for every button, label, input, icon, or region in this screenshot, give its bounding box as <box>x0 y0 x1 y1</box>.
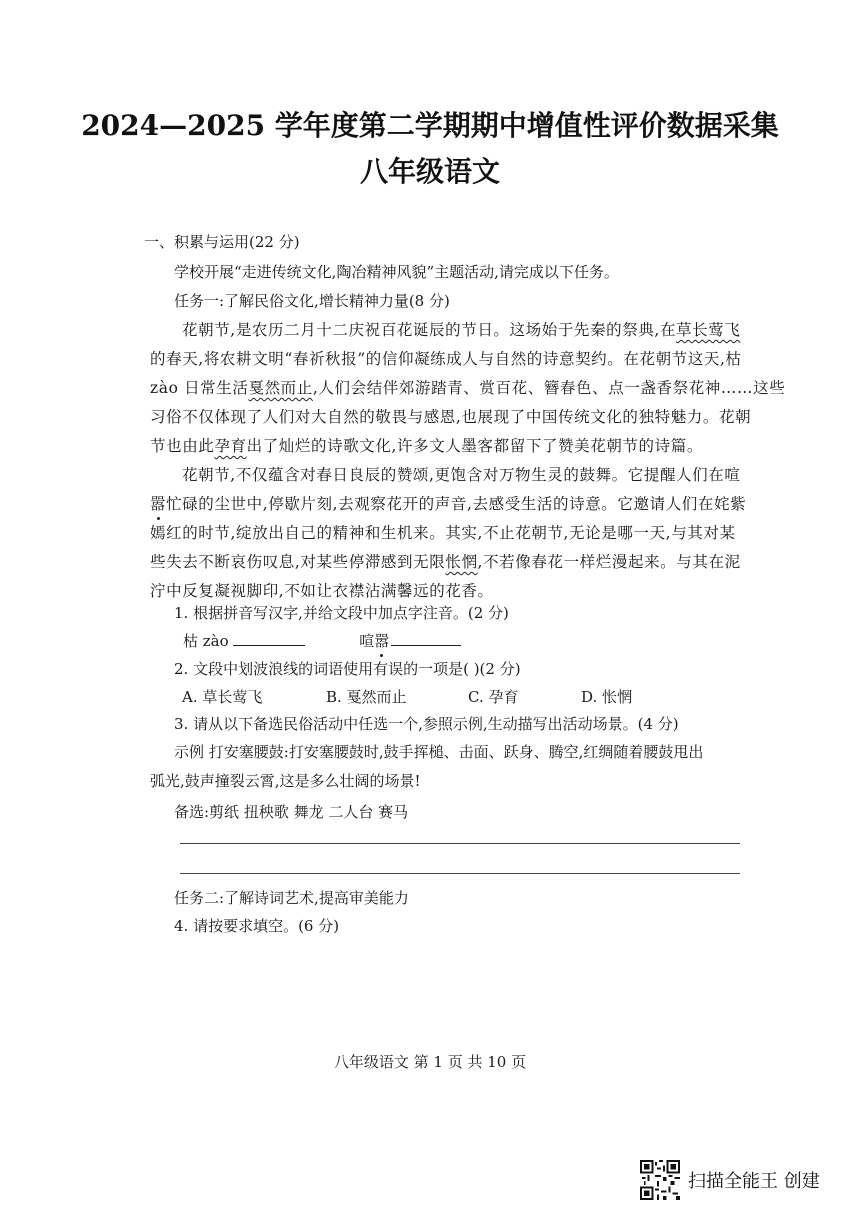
wavy-word-c: 孕育 <box>214 437 247 455</box>
q1-blank-row <box>183 631 461 651</box>
q1-blank2-dot-char: 嚣 <box>374 632 390 650</box>
q3-example-line1: 示例 打安塞腰鼓:打安塞腰鼓时,鼓手挥槌、击面、跃身、腾空,红绸随着腰鼓甩出 <box>174 743 704 761</box>
passage1-line2: 的春天,将农耕文明“春祈秋报”的信仰凝练成人与自然的诗意契约。在花朝节这天,枯 <box>150 350 742 368</box>
q3-example-line2: 弧光,鼓声撞裂云霄,这是多么壮阔的场景! <box>150 772 421 790</box>
passage1-line3: zào 日常生活戛然而止,人们会结伴郊游踏青、赏百花、簪春色、点一盏香祭花神……这些 <box>150 379 786 397</box>
passage2-line3: 嫣红的时节,绽放出自己的精神和生机来。其实,不止花朝节,无论是哪一天,与其对某 <box>150 524 736 542</box>
section-heading: 一、积累与运用(22 分) <box>144 233 300 251</box>
answer-line-1[interactable] <box>180 843 740 844</box>
passage2-line5: 泞中反复凝视脚印,不如让衣襟沾满馨远的花香。 <box>150 582 494 600</box>
q3-options: 备选:剪纸 扭秧歌 舞龙 二人台 赛马 <box>174 803 409 821</box>
question-4: 4. 请按要求填空。(6 分) <box>174 917 340 935</box>
passage2-line1: 花朝节,不仅蕴含对春日良辰的赞颂,更饱含对万物生灵的鼓舞。它提醒人们在喧 <box>182 466 741 484</box>
answer-line-2[interactable] <box>180 873 740 874</box>
wavy-word-d: 怅惘 <box>445 553 478 571</box>
exam-title: 2024—2025 学年度第二学期期中增值性评价数据采集 <box>81 109 779 142</box>
q1-blank2-line[interactable] <box>391 645 461 646</box>
question-3: 3. 请从以下备选民俗活动中任选一个,参照示例,生动描写出活动场景。(4 分) <box>174 715 679 733</box>
passage1-line4: 习俗不仅体现了人们对大自然的敬畏与感恩,也展现了中国传统文化的独特魅力。花朝 <box>150 408 752 426</box>
q2-option-b: B. 戛然而止 <box>326 688 407 706</box>
question-1: 1. 根据拼音写汉字,并给文段中加点字注音。(2 分) <box>174 604 509 622</box>
dotted-char: 嚣 <box>150 495 167 513</box>
exam-subject: 八年级语文 <box>359 155 500 188</box>
watermark-text: 扫描全能王 创建 <box>688 1171 820 1192</box>
wavy-word-a: 草长莺飞 <box>676 321 741 339</box>
task2-heading: 任务二:了解诗词艺术,提高审美能力 <box>174 889 409 907</box>
scanner-watermark <box>640 1160 840 1200</box>
question-2: 2. 文段中划波浪线的词语使用有误的一项是( )(2 分) <box>174 660 521 678</box>
passage1-line5: 节也由此孕育出了灿烂的诗歌文化,许多文人墨客都留下了赞美花朝节的诗篇。 <box>150 437 703 455</box>
q2-option-a: A. 草长莺飞 <box>182 688 263 706</box>
q1-blank1-line[interactable] <box>233 645 305 646</box>
q2-option-d: D. 怅惘 <box>581 688 633 706</box>
qr-code-icon <box>640 1160 680 1200</box>
task1-heading: 任务一:了解民俗文化,增长精神力量(8 分) <box>174 292 450 310</box>
q1-blank1-label: 枯 zào <box>183 632 229 650</box>
activity-intro: 学校开展“走进传统文化,陶冶精神风貌”主题活动,请完成以下任务。 <box>174 263 619 281</box>
q2-option-c: C. 孕育 <box>468 688 519 706</box>
wavy-word-b: 戛然而止 <box>248 379 313 397</box>
passage1-line1: 花朝节,是农历二月十二庆祝百花诞辰的节日。这场始于先秦的祭典,在草长莺飞 <box>182 321 741 339</box>
passage2-line2: 嚣忙碌的尘世中,停歇片刻,去观察花开的声音,去感受生活的诗意。它邀请人们在姹紫 <box>150 495 747 513</box>
passage2-line4: 些失去不断哀伤叹息,对某些停滞感到无限怅惘,不若像春花一样烂漫起来。与其在泥 <box>150 553 741 571</box>
page-footer: 八年级语文 第 1 页 共 10 页 <box>333 1053 527 1071</box>
q1-blank2-label: 喧 <box>359 632 375 650</box>
